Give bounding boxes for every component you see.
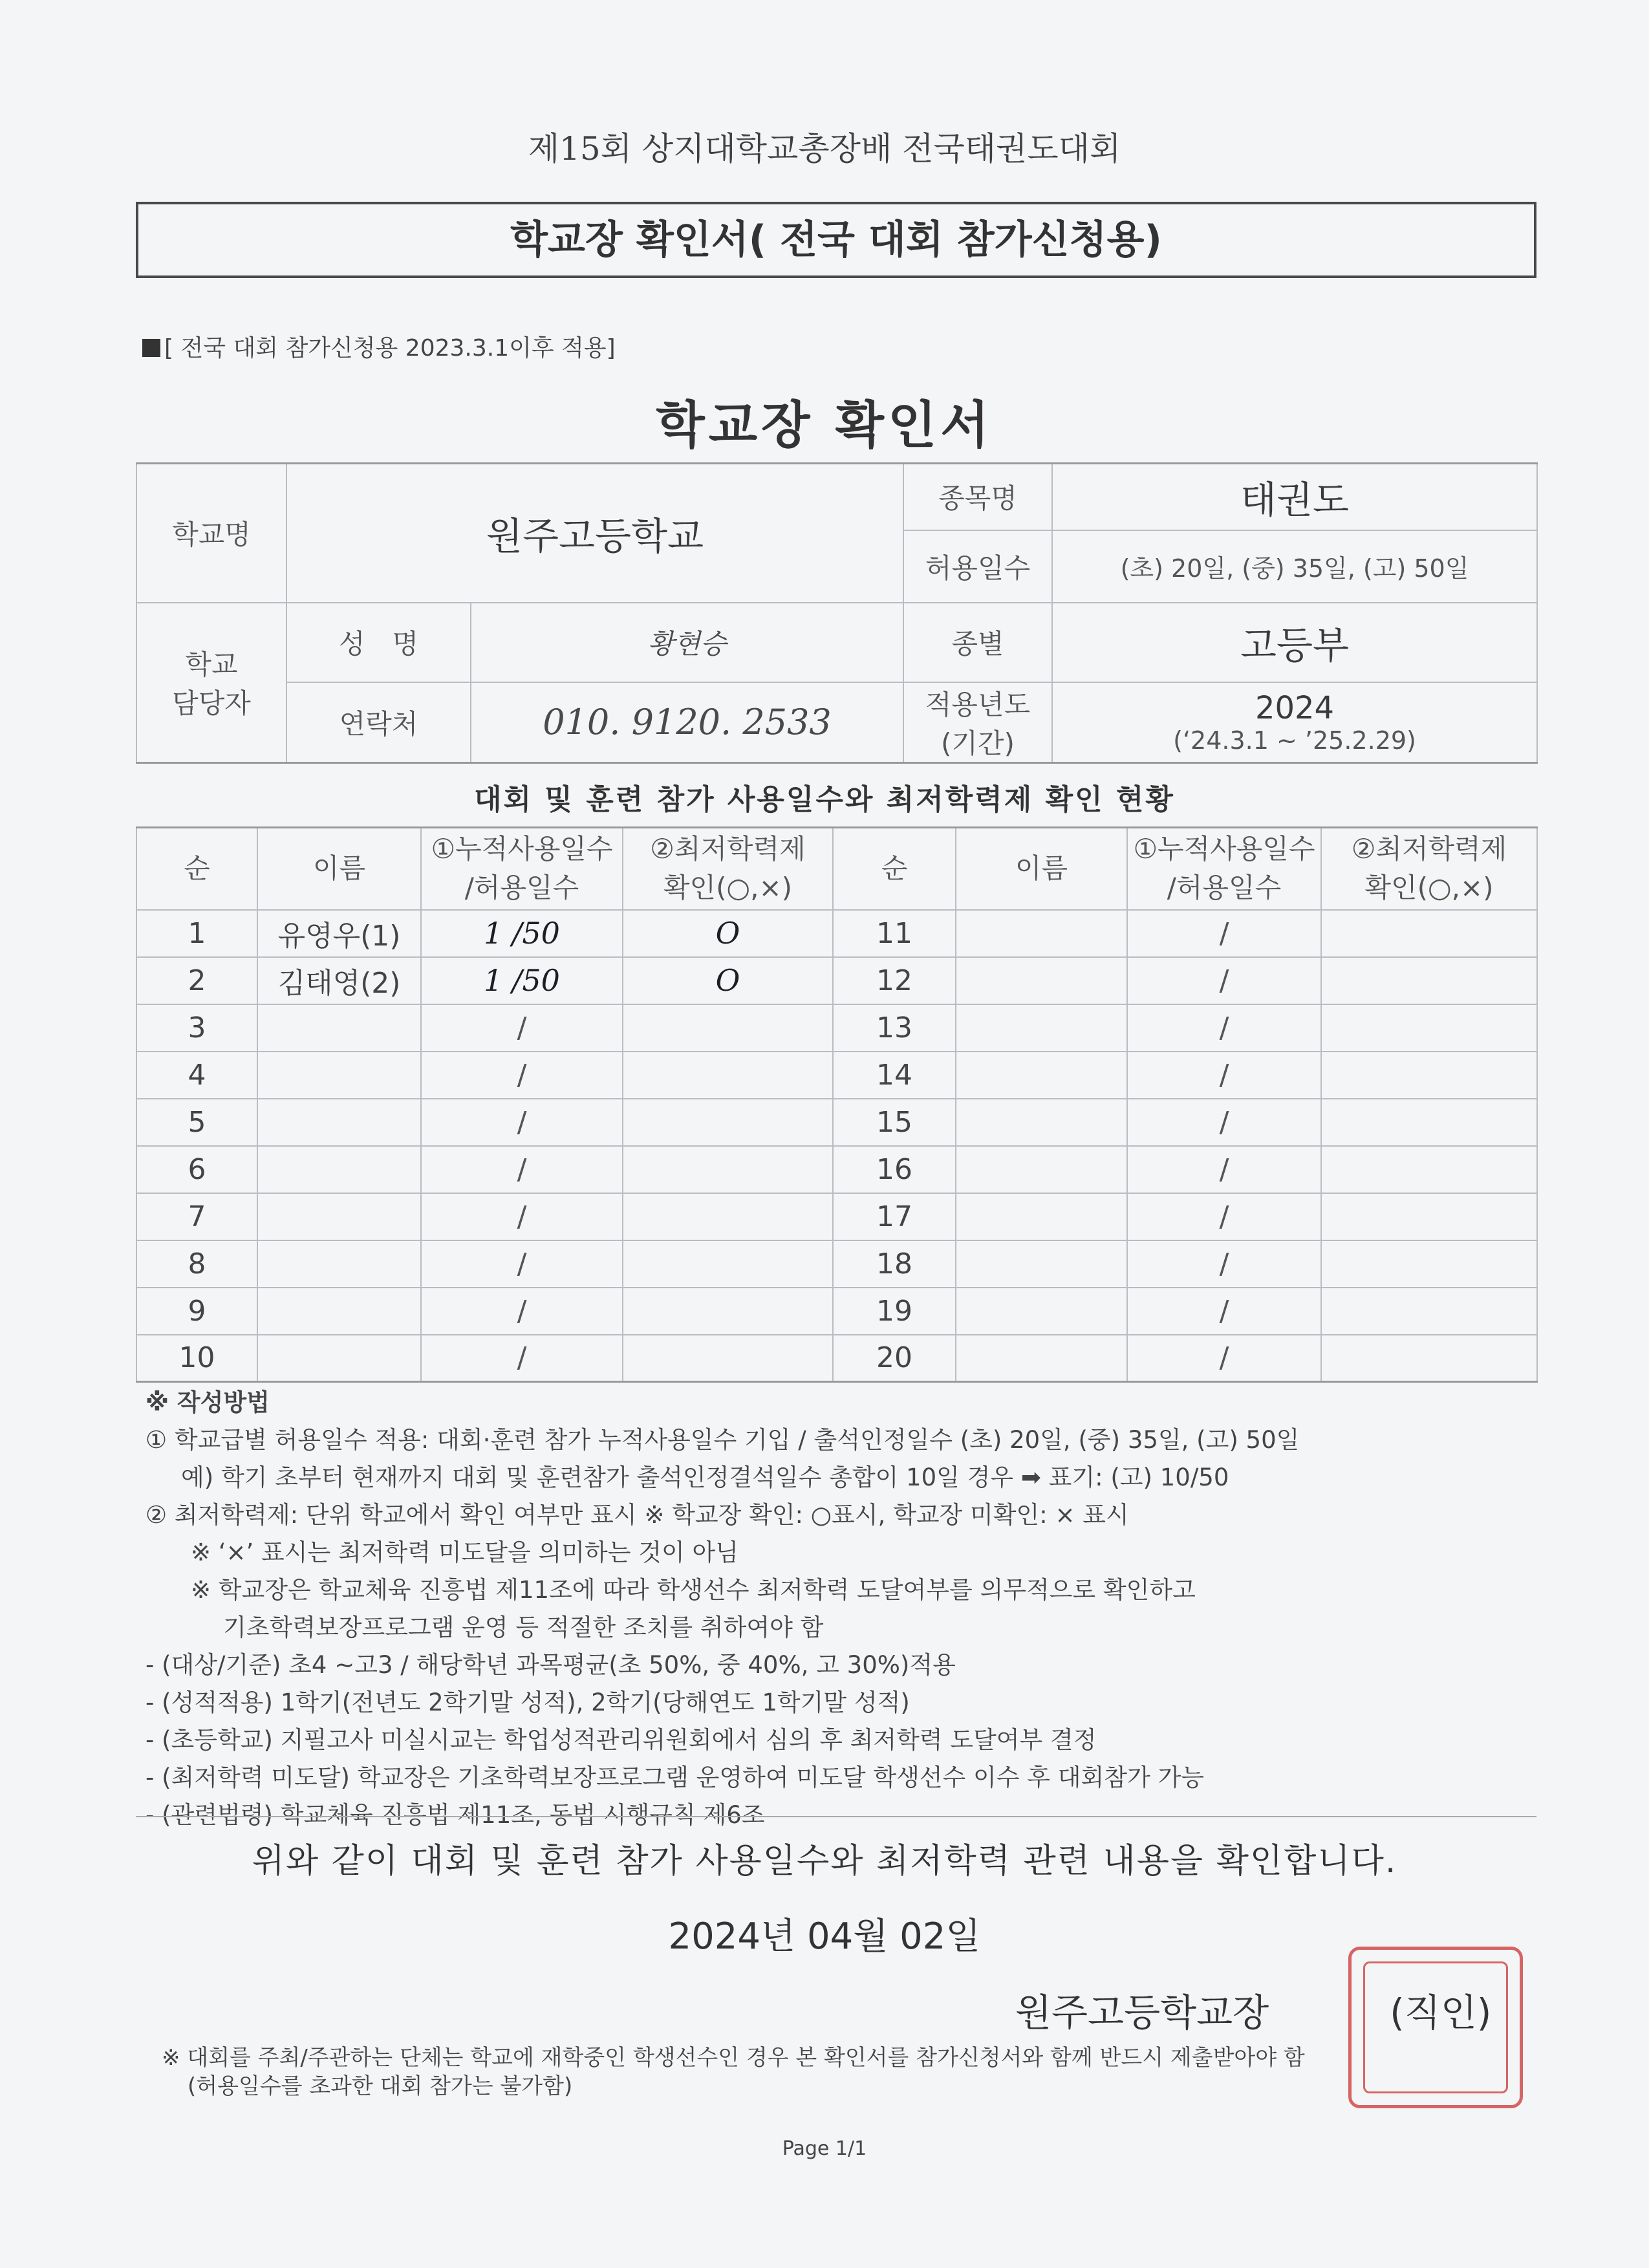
min-achievement-check	[623, 1335, 833, 1382]
year-value: 2024	[1255, 689, 1335, 726]
instruction-line: - (최저학력 미도달) 학교장은 기초학력보장프로그램 운영하여 미도달 학생선수 이수 후 대회참가 가능	[146, 1764, 1205, 1791]
used-days: /	[1127, 957, 1321, 1004]
used-days: /	[421, 1146, 623, 1193]
min-achievement-check	[623, 1099, 833, 1146]
min-achievement-check	[1321, 1146, 1537, 1193]
name-label: 성 명	[286, 603, 471, 682]
roster-row	[136, 1335, 1537, 1382]
athlete-name	[956, 1146, 1127, 1193]
manager-label	[136, 603, 286, 763]
row-number: 15	[833, 1099, 956, 1146]
athlete-name	[956, 1193, 1127, 1240]
contact-label: 연락처	[286, 682, 471, 763]
min-achievement-check	[1321, 1335, 1537, 1382]
row-number: 8	[136, 1240, 257, 1288]
year-cell	[1052, 682, 1537, 763]
instruction-line: 기초학력보장프로그램 운영 등 적절한 조치를 취하여야 함	[223, 1614, 824, 1641]
row-number: 9	[136, 1288, 257, 1335]
athlete-name	[257, 1335, 421, 1382]
used-days: /	[1127, 1052, 1321, 1099]
row-number: 4	[136, 1052, 257, 1099]
principal-signature-line	[1015, 1982, 1491, 2036]
row-number: 16	[833, 1146, 956, 1193]
roster-row	[136, 910, 1537, 957]
header-min-line1: ②최저학력제	[650, 833, 806, 865]
athlete-name	[956, 1099, 1127, 1146]
instruction-line: ① 학교급별 허용일수 적용: 대회·훈련 참가 누적사용일수 기입 / 출석인정일수 (초) 20일, (중) 35일, (고) 50일	[146, 1426, 1300, 1454]
sport-value: 태권도	[1052, 464, 1537, 530]
min-achievement-check: O	[623, 957, 833, 1004]
header-no-left: 순	[136, 828, 257, 910]
issue-date: 2024년 04월 02일	[668, 1916, 981, 1958]
used-days: 1 /50	[421, 957, 623, 1004]
used-days: /	[1127, 1004, 1321, 1052]
footnote-line1: ※ 대회를 주최/주관하는 단체는 학교에 재학중인 학생선수인 경우 본 확인서를 참가신청서와 함께 반드시 제출받아야 함	[162, 2045, 1305, 2071]
square-bullet-icon	[142, 339, 160, 357]
min-achievement-check	[1321, 910, 1537, 957]
instruction-line: ※ ‘×’ 표시는 최저학력 미도달을 의미하는 것이 아님	[191, 1539, 738, 1566]
used-days: /	[1127, 1240, 1321, 1288]
instruction-line: ※ 학교장은 학교체육 진흥법 제11조에 따라 학생선수 최저학력 도달여부를 의무적으로 확인하고	[191, 1576, 1196, 1604]
athlete-name: 김태영(2)	[257, 957, 421, 1004]
school-name: 원주고등학교	[286, 464, 903, 603]
instruction-line: - (관련법령) 학교체육 진흥법 제11조, 동법 시행규칙 제6조	[146, 1801, 765, 1829]
min-achievement-check	[1321, 1004, 1537, 1052]
event-title: 제15회 상지대학교총장배 전국태권도대회	[528, 130, 1121, 167]
contact-value: 010. 9120. 2533	[471, 682, 903, 763]
instruction-line: 예) 학기 초부터 현재까지 대회 및 훈련참가 출석인정결석일수 총합이 10일 경우 ➡ 표기: (고) 10/50	[181, 1463, 1229, 1491]
roster-row	[136, 1288, 1537, 1335]
used-days: 1 /50	[421, 910, 623, 957]
used-days: /	[1127, 1099, 1321, 1146]
header-days-line1: ①누적사용일수	[1133, 833, 1315, 865]
roster-table	[136, 826, 1538, 1383]
roster-row	[136, 1146, 1537, 1193]
page-number: Page 1/1	[782, 2137, 867, 2160]
roster-row	[136, 1099, 1537, 1146]
row-number: 19	[833, 1288, 956, 1335]
used-days: /	[421, 1052, 623, 1099]
header-days-line1: ①누적사용일수	[431, 833, 613, 865]
manager-name: 황현승	[471, 603, 903, 682]
row-number: 2	[136, 957, 257, 1004]
used-days: /	[1127, 910, 1321, 957]
manager-label-line2: 담당자	[172, 687, 251, 720]
roster-row	[136, 957, 1537, 1004]
instruction-line: ※ 작성방법	[146, 1388, 270, 1416]
divider	[136, 1816, 1536, 1817]
instruction-line: ② 최저학력제: 단위 학교에서 확인 여부만 표시 ※ 학교장 확인: ○표시, 학교장 미확인: × 표시	[146, 1501, 1129, 1529]
row-number: 11	[833, 910, 956, 957]
athlete-name	[257, 1052, 421, 1099]
athlete-name	[257, 1099, 421, 1146]
min-achievement-check	[623, 1193, 833, 1240]
header-days-left	[421, 828, 623, 910]
min-achievement-check	[623, 1240, 833, 1288]
min-achievement-check	[1321, 1193, 1537, 1240]
min-achievement-check	[623, 1052, 833, 1099]
header-min-right	[1321, 828, 1537, 910]
allowed-days-value: (초) 20일, (중) 35일, (고) 50일	[1052, 530, 1537, 603]
min-achievement-check	[623, 1288, 833, 1335]
applicability-note-text: [ 전국 대회 참가신청용 2023.3.1이후 적용]	[164, 335, 616, 362]
athlete-name	[257, 1240, 421, 1288]
used-days: /	[421, 1288, 623, 1335]
instruction-line: - (대상/기준) 초4 ~고3 / 해당학년 과목평균(초 50%, 중 40%, 고 30%)적용	[146, 1651, 956, 1679]
used-days: /	[1127, 1288, 1321, 1335]
header-days-line2: /허용일수	[1167, 872, 1282, 904]
year-label	[903, 682, 1052, 763]
used-days: /	[421, 1335, 623, 1382]
athlete-name	[956, 1335, 1127, 1382]
row-number: 14	[833, 1052, 956, 1099]
school-label: 학교명	[136, 464, 286, 603]
row-number: 7	[136, 1193, 257, 1240]
row-number: 3	[136, 1004, 257, 1052]
section-title: 대회 및 훈련 참가 사용일수와 최저학력제 확인 현황	[474, 783, 1175, 816]
info-table	[136, 462, 1538, 764]
year-label-line1: 적용년도	[925, 688, 1031, 720]
athlete-name	[956, 957, 1127, 1004]
roster-row	[136, 1004, 1537, 1052]
athlete-name	[257, 1004, 421, 1052]
row-number: 18	[833, 1240, 956, 1288]
athlete-name	[257, 1146, 421, 1193]
min-achievement-check	[1321, 1099, 1537, 1146]
division-label: 종별	[903, 603, 1052, 682]
seal-label: (직인)	[1390, 1991, 1492, 2035]
confirmation-statement: 위와 같이 대회 및 훈련 참가 사용일수와 최저학력 관련 내용을 확인합니다.	[252, 1842, 1397, 1881]
athlete-name	[956, 910, 1127, 957]
header-min-line1: ②최저학력제	[1351, 833, 1507, 865]
row-number: 1	[136, 910, 257, 957]
used-days: /	[421, 1004, 623, 1052]
used-days: /	[421, 1099, 623, 1146]
header-no-right: 순	[833, 828, 956, 910]
athlete-name	[257, 1193, 421, 1240]
used-days: /	[1127, 1146, 1321, 1193]
row-number: 6	[136, 1146, 257, 1193]
used-days: /	[1127, 1335, 1321, 1382]
used-days: /	[1127, 1193, 1321, 1240]
instruction-line: - (성적적용) 1학기(전년도 2학기말 성적), 2학기(당해연도 1학기말 성적)	[146, 1689, 910, 1716]
row-number: 12	[833, 957, 956, 1004]
roster-row	[136, 1052, 1537, 1099]
year-label-line2: (기간)	[941, 727, 1015, 759]
athlete-name	[257, 1288, 421, 1335]
athlete-name	[956, 1288, 1127, 1335]
year-period: (‘24.3.1 ~ ’25.2.29)	[1173, 726, 1416, 755]
used-days: /	[421, 1240, 623, 1288]
min-achievement-check	[1321, 1052, 1537, 1099]
header-days-line2: /허용일수	[464, 872, 579, 904]
header-name-left: 이름	[257, 828, 421, 910]
row-number: 20	[833, 1335, 956, 1382]
instruction-line: - (초등학교) 지필고사 미실시교는 학업성적관리위원회에서 심의 후 최저학력 도달여부 결정	[146, 1726, 1097, 1754]
min-achievement-check: O	[623, 910, 833, 957]
header-min-line2: 확인(○,×)	[1364, 872, 1494, 904]
roster-body	[136, 910, 1537, 1382]
document-title: 학교장 확인서	[656, 396, 993, 455]
header-min-line2: 확인(○,×)	[663, 872, 793, 904]
min-achievement-check	[1321, 1240, 1537, 1288]
athlete-name	[956, 1052, 1127, 1099]
row-number: 10	[136, 1335, 257, 1382]
athlete-name: 유영우(1)	[257, 910, 421, 957]
athlete-name	[956, 1004, 1127, 1052]
allowed-days-label: 허용일수	[903, 530, 1052, 603]
used-days: /	[421, 1193, 623, 1240]
banner-title: 학교장 확인서( 전국 대회 참가신청용)	[136, 202, 1536, 278]
footnote	[162, 2044, 1533, 2101]
header-days-right	[1127, 828, 1321, 910]
header-min-left	[623, 828, 833, 910]
applicability-note	[142, 330, 616, 363]
athlete-name	[956, 1240, 1127, 1288]
min-achievement-check	[623, 1004, 833, 1052]
min-achievement-check	[1321, 1288, 1537, 1335]
min-achievement-check	[1321, 957, 1537, 1004]
principal-title: 원주고등학교장	[1015, 1991, 1269, 2035]
row-number: 13	[833, 1004, 956, 1052]
header-name-right: 이름	[956, 828, 1127, 910]
row-number: 5	[136, 1099, 257, 1146]
sport-label: 종목명	[903, 464, 1052, 530]
manager-label-line1: 학교	[185, 649, 238, 681]
footnote-line2: (허용일수를 초과한 대회 참가는 불가함)	[188, 2073, 573, 2099]
min-achievement-check	[623, 1146, 833, 1193]
roster-row	[136, 1240, 1537, 1288]
division-value: 고등부	[1052, 603, 1537, 682]
row-number: 17	[833, 1193, 956, 1240]
roster-row	[136, 1193, 1537, 1240]
instructions	[146, 1384, 1542, 1834]
